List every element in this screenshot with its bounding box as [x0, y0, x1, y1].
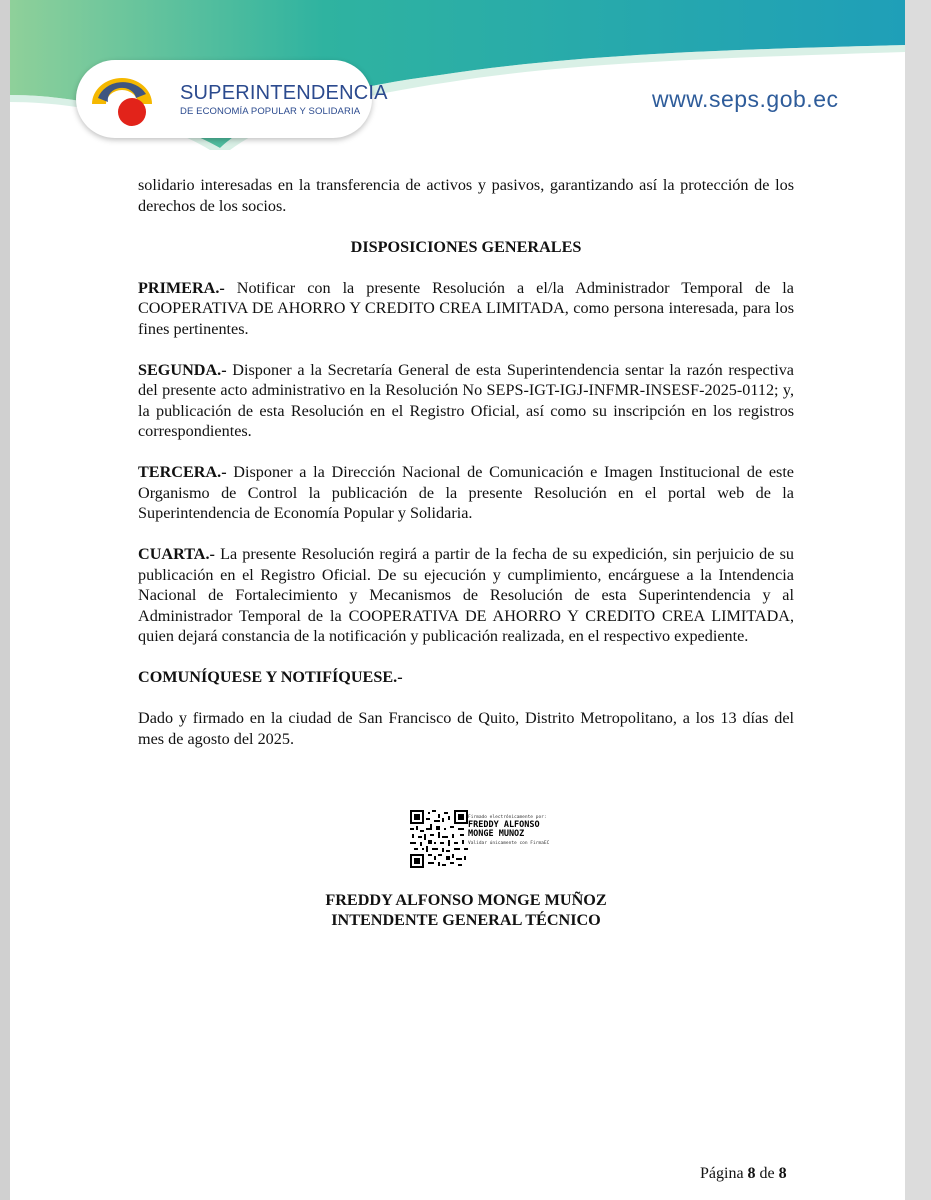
stamp-caption: Firmado electrónicamente por: [468, 815, 547, 820]
given-paragraph: Dado y firmado en la ciudad de San Francisco de Quito, Distrito Metropolitano, a los 13 días del mes de agosto del 2025. [138, 709, 794, 748]
electronic-signature [410, 810, 580, 870]
provision-segunda [138, 360, 794, 442]
qr-code-icon [410, 810, 468, 868]
signature-stamp-text [468, 816, 588, 846]
signer-block [138, 890, 794, 930]
provision-cuarta [138, 544, 794, 647]
page-word: Página [700, 1165, 744, 1182]
provision-tercera [138, 462, 794, 524]
provision-text: La presente Resolución regirá a partir de la fecha de su expedición, sin perjuicio de su publicación en el Registro Oficial. De su ejecución y cumplimiento, encárguese a la Intendencia Nacional de Fortalecimiento y Mecanismos de Resolución de esta Superintendencia y al Administrador Temporal de la COOPERATIVA DE AHORRO Y CREDITO CREA LIMITADA, quien dejará constancia de la notificación y publicación realizada, en el respectivo expediente. [138, 545, 794, 645]
page-current: 8 [747, 1165, 756, 1182]
document-page [10, 0, 905, 1200]
provision-text: Disponer a la Secretaría General de esta Superintendencia sentar la razón respectiva del presente acto administrativo en la Resolución No SEPS-IGT-IGJ-INFMR-INSESF-2025-0112; y, la publicación de esta Resolución en el Registro Oficial, así como su inscripción en los registros correspondientes. [138, 360, 794, 440]
signer-title: INTENDENTE GENERAL TÉCNICO [331, 911, 601, 929]
stamp-validation-note: Validar únicamente con FirmaEC [468, 840, 550, 846]
org-name: SUPERINTENDENCIA [180, 82, 388, 104]
provision-label: CUARTA.- [138, 545, 215, 563]
signer-name: FREDDY ALFONSO MONGE MUÑOZ [325, 891, 607, 909]
page-of: de [759, 1165, 775, 1182]
provision-label: PRIMERA.- [138, 278, 225, 297]
section-title: DISPOSICIONES GENERALES [350, 237, 582, 256]
org-subtitle: DE ECONOMÍA POPULAR Y SOLIDARIA [180, 106, 361, 117]
provision-text: Disponer a la Dirección Nacional de Comunicación e Imagen Institucional de este Organismo de Control la publicación de la presente Resolución en el portal web de la Superintendencia de Economía Popular y Solidaria. [138, 463, 794, 522]
provision-label: SEGUNDA.- [138, 360, 227, 379]
document-body [138, 175, 794, 770]
website-url: www.seps.gob.ec [652, 86, 839, 112]
seps-logo [76, 60, 388, 138]
provision-text: Notificar con la presente Resolución a el/la Administrador Temporal de la COOPERATIVA DE AHORRO Y CREDITO CREA LIMITADA, como persona interesada, para los fines pertinentes. [138, 278, 794, 338]
page-number [700, 1165, 787, 1183]
seps-emblem-icon [86, 68, 156, 130]
intro-paragraph: solidario interesadas en la transferencia de activos y pasivos, garantizando así la protección de los derechos de los socios. [138, 176, 794, 215]
page-total: 8 [778, 1165, 787, 1182]
provision-primera [138, 278, 794, 340]
stamp-name-line-2: MONGE MUNOZ [468, 828, 525, 839]
provision-label: TERCERA.- [138, 463, 227, 481]
viewer-left-margin [0, 0, 10, 1200]
viewer-scrollbar-track[interactable] [905, 0, 931, 1200]
stamp-name-line-1: FREDDY ALFONSO [468, 819, 540, 830]
closing-line: COMUNÍQUESE Y NOTIFÍQUESE.- [138, 668, 403, 686]
